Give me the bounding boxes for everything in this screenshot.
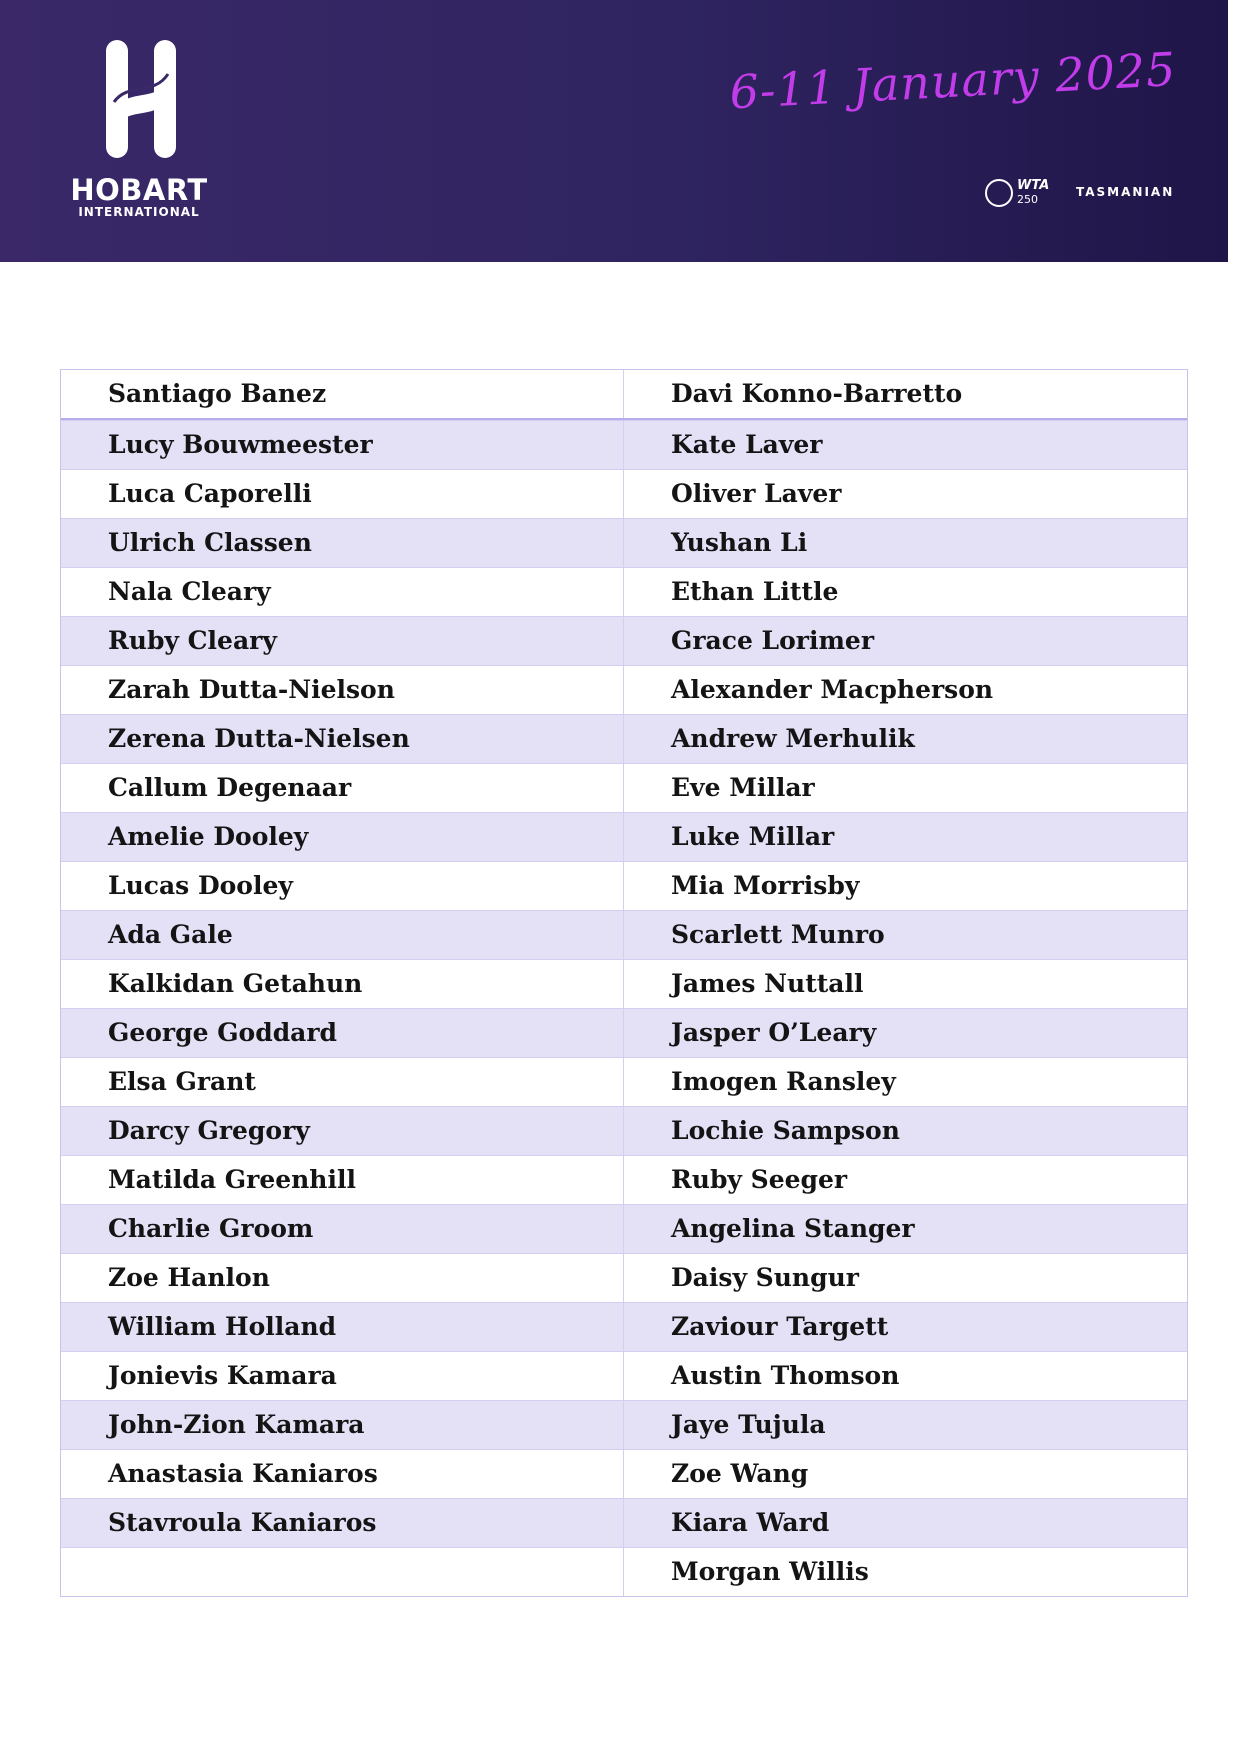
- name-cell-right: Ethan Little: [671, 577, 839, 606]
- name-cell-right: Eve Millar: [671, 773, 815, 802]
- table-row: [61, 1449, 1187, 1498]
- name-cell-right: Daisy Sungur: [671, 1263, 859, 1292]
- name-cell-right: Austin Thomson: [671, 1361, 900, 1390]
- table-row: [61, 910, 1187, 959]
- table-row: [61, 1253, 1187, 1302]
- name-cell-left: Kalkidan Getahun: [61, 960, 624, 1008]
- table-row: [61, 1302, 1187, 1351]
- name-cell-left: Anastasia Kaniaros: [61, 1450, 624, 1498]
- name-cell-left: Santiago Banez: [61, 370, 624, 418]
- name-cell-right: Kiara Ward: [671, 1508, 830, 1537]
- name-cell-left: Amelie Dooley: [61, 813, 624, 861]
- table-row: [61, 1155, 1187, 1204]
- name-cell-left: Nala Cleary: [61, 568, 624, 616]
- name-cell-left: [61, 1548, 624, 1596]
- table-row: [61, 1547, 1187, 1596]
- name-cell-right: Scarlett Munro: [671, 920, 885, 949]
- name-cell-left: Lucas Dooley: [61, 862, 624, 910]
- name-cell-left: Matilda Greenhill: [61, 1156, 624, 1204]
- name-cell-right: Alexander Macpherson: [671, 675, 994, 704]
- name-cell-left: John-Zion Kamara: [61, 1401, 624, 1449]
- name-cell-right: Andrew Merhulik: [671, 724, 915, 753]
- table-row: [61, 763, 1187, 812]
- name-cell-left: Stavroula Kaniaros: [61, 1499, 624, 1547]
- table-row: [61, 714, 1187, 763]
- name-cell-right: Jasper O’Leary: [671, 1018, 877, 1047]
- wta-number: 250: [1017, 193, 1038, 206]
- name-cell-right: Yushan Li: [671, 528, 808, 557]
- name-cell-right: Davi Konno-Barretto: [671, 379, 963, 408]
- name-cell-right: Zoe Wang: [671, 1459, 809, 1488]
- header-banner: [0, 0, 1228, 262]
- hobart-international-logo: [64, 40, 214, 220]
- name-cell-right: Oliver Laver: [671, 479, 842, 508]
- wta-text: WTA: [1017, 178, 1050, 193]
- table-row: [61, 1057, 1187, 1106]
- name-cell-right: Luke Millar: [671, 822, 835, 851]
- name-cell-right: Grace Lorimer: [671, 626, 875, 655]
- table-row: [61, 469, 1187, 518]
- logo-wordmark: HOBART: [70, 173, 208, 207]
- name-cell-left: Elsa Grant: [61, 1058, 624, 1106]
- player-roster-table: [60, 369, 1188, 1597]
- table-row: [61, 1400, 1187, 1449]
- h-monogram-icon: [106, 40, 176, 160]
- name-cell-left: George Goddard: [61, 1009, 624, 1057]
- wta-250-logo: [985, 176, 1055, 212]
- name-cell-right: Kate Laver: [671, 430, 823, 459]
- name-cell-right: Angelina Stanger: [671, 1214, 915, 1243]
- name-cell-left: Ulrich Classen: [61, 519, 624, 567]
- table-row: [61, 1498, 1187, 1547]
- name-cell-left: Darcy Gregory: [61, 1107, 624, 1155]
- name-cell-left: Ada Gale: [61, 911, 624, 959]
- table-row: [61, 518, 1187, 567]
- logo-subtitle: INTERNATIONAL: [78, 205, 200, 219]
- event-dates: 6-11 January 2025: [728, 42, 1178, 120]
- table-row: [61, 665, 1187, 714]
- table-row: [61, 959, 1187, 1008]
- name-cell-right: Imogen Ransley: [671, 1067, 896, 1096]
- name-cell-left: William Holland: [61, 1303, 624, 1351]
- name-cell-left: Zerena Dutta-Nielsen: [61, 715, 624, 763]
- table-row: [61, 1008, 1187, 1057]
- table-row: [61, 1106, 1187, 1155]
- name-cell-right: Ruby Seeger: [671, 1165, 848, 1194]
- table-row: [61, 567, 1187, 616]
- tennis-ball-icon: [985, 179, 1013, 207]
- name-cell-left: Callum Degenaar: [61, 764, 624, 812]
- name-cell-right: Jaye Tujula: [671, 1410, 826, 1439]
- name-cell-left: Luca Caporelli: [61, 470, 624, 518]
- table-row: [61, 1204, 1187, 1253]
- name-cell-right: James Nuttall: [671, 969, 864, 998]
- name-cell-right: Mia Morrisby: [671, 871, 860, 900]
- table-row: [61, 370, 1187, 420]
- table-row: [61, 1351, 1187, 1400]
- name-cell-left: Zoe Hanlon: [61, 1254, 624, 1302]
- sponsor-logo: TASMANIAN: [1076, 185, 1175, 199]
- name-cell-left: Charlie Groom: [61, 1205, 624, 1253]
- name-cell-right: Lochie Sampson: [671, 1116, 900, 1145]
- name-cell-left: Lucy Bouwmeester: [61, 421, 624, 469]
- table-row: [61, 616, 1187, 665]
- name-cell-left: Zarah Dutta-Nielson: [61, 666, 624, 714]
- name-cell-left: Ruby Cleary: [61, 617, 624, 665]
- table-row: [61, 861, 1187, 910]
- name-cell-right: Morgan Willis: [671, 1557, 869, 1586]
- table-row: [61, 420, 1187, 469]
- table-row: [61, 812, 1187, 861]
- name-cell-right: Zaviour Targett: [671, 1312, 889, 1341]
- name-cell-left: Jonievis Kamara: [61, 1352, 624, 1400]
